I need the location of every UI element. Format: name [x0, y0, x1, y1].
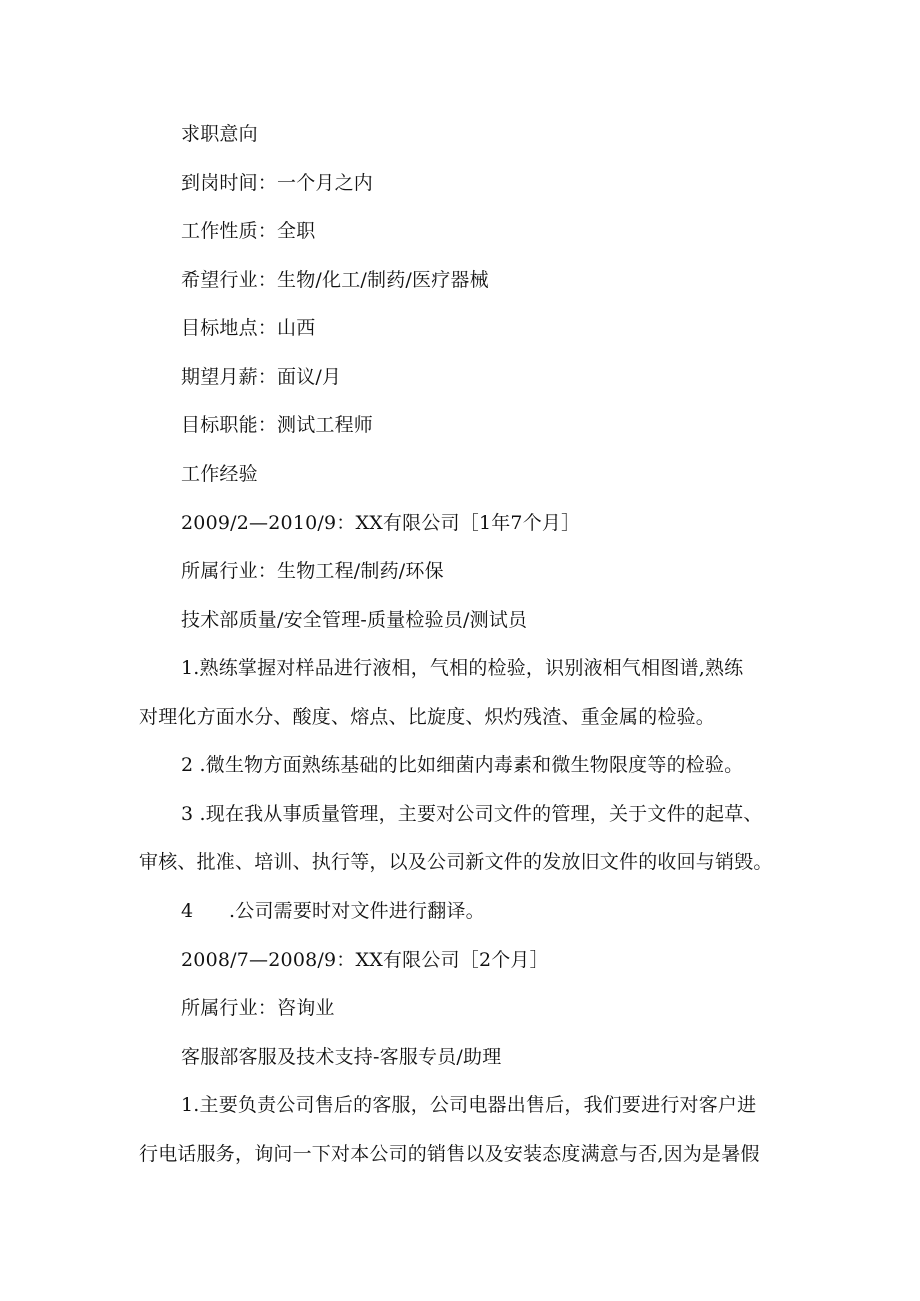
job1-item2: 2 .微生物方面熟练基础的比如细菌内毒素和微生物限度等的检验。	[181, 754, 744, 776]
job1-item3-line1: 3 .现在我从事质量管理，主要对公司文件的管理，关于文件的起草、	[181, 803, 763, 825]
job2-period: 2008/7—2008/9：XX有限公司［2个月］	[181, 949, 549, 971]
job2-industry: 所属行业：咨询业	[181, 997, 335, 1019]
expected-salary: 期望月薪：面议/月	[181, 366, 342, 388]
job1-item4-number: 4	[181, 900, 194, 922]
work-experience-heading: 工作经验	[181, 463, 258, 485]
job2-item1-line1: 1.主要负责公司售后的客服，公司电器出售后，我们要进行对客户进	[181, 1094, 757, 1116]
job1-period: 2009/2—2010/9：XX有限公司［1年7个月］	[181, 512, 581, 534]
arrival-time: 到岗时间：一个月之内	[181, 172, 374, 194]
job2-item1-line2: 行电话服务，询问一下对本公司的销售以及安装态度满意与否,因为是暑假	[139, 1143, 760, 1165]
job1-item1-line2: 对理化方面水分、酸度、熔点、比旋度、炽灼残渣、重金属的检验。	[139, 706, 716, 728]
job-intent-heading: 求职意向	[181, 123, 258, 145]
desired-industry: 希望行业：生物/化工/制药/医疗器械	[181, 269, 489, 291]
job1-position: 技术部质量/安全管理-质量检验员/测试员	[181, 609, 528, 631]
job1-item4	[181, 899, 485, 923]
job2-position: 客服部客服及技术支持-客服专员/助理	[181, 1046, 502, 1068]
job1-item1-line1: 1.熟练掌握对样品进行液相，气相的检验，识别液相气相图谱,熟练	[181, 657, 744, 679]
job1-item3-line2: 审核、批准、培训、执行等，以及公司新文件的发放旧文件的收回与销毁。	[139, 851, 773, 873]
job1-item4-text: .公司需要时对文件进行翻译。	[229, 900, 485, 922]
job1-industry: 所属行业：生物工程/制药/环保	[181, 560, 444, 582]
target-location: 目标地点：山西	[181, 317, 316, 339]
target-function: 目标职能：测试工程师	[181, 414, 374, 436]
work-type: 工作性质：全职	[181, 220, 316, 242]
